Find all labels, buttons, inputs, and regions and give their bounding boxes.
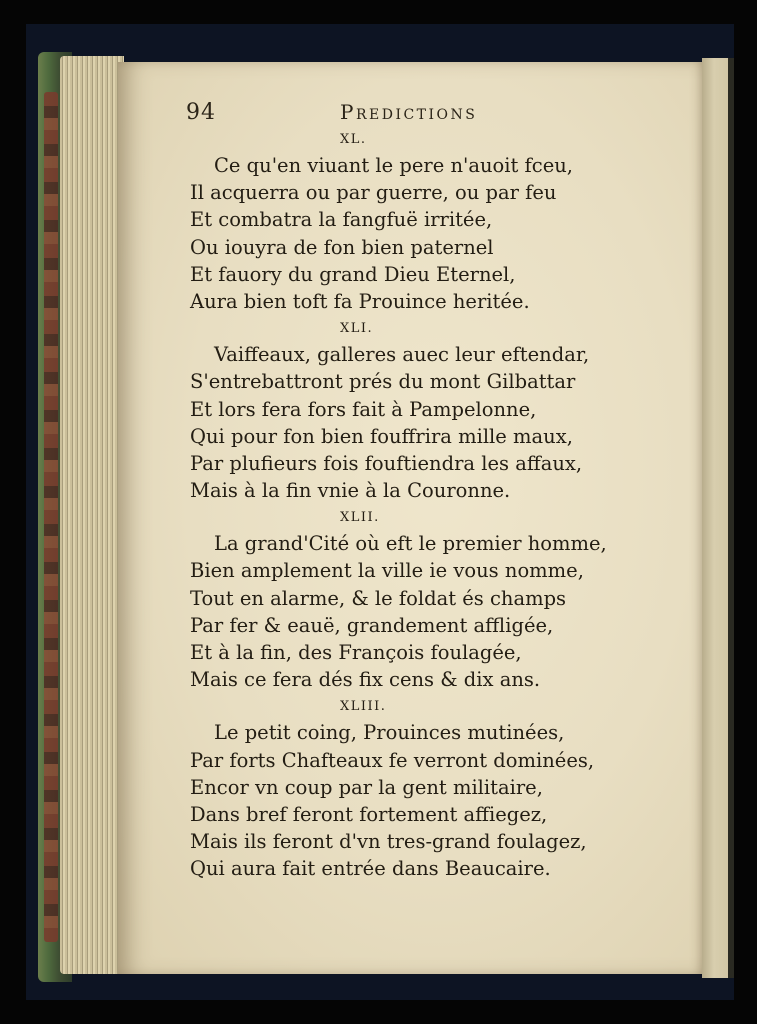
verse-line: Il acquerra ou par guerre, ou par feu bbox=[190, 181, 557, 205]
verse-line: La grand'Cité où eft le premier homme, bbox=[214, 532, 607, 556]
verse-line: S'entrebattront prés du mont Gilbattar bbox=[190, 370, 576, 394]
verse-line: Par forts Chafteaux fe verront dominées, bbox=[190, 748, 595, 772]
verse-text-block bbox=[190, 128, 650, 883]
verse-line: Et à la fin, des François foulagée, bbox=[190, 641, 522, 664]
quatrain-numeral: XLI. bbox=[340, 321, 374, 337]
verse-line: Ou iouyra de fon bien paternel bbox=[190, 235, 494, 259]
quatrain bbox=[190, 695, 650, 882]
verse-line: Aura bien toft fa Prouince heritée. bbox=[190, 289, 530, 313]
verse-line: Le petit coing, Prouinces mutinées, bbox=[214, 721, 565, 745]
quatrain-numeral: XLIII. bbox=[340, 699, 387, 715]
verse-line: Et lors fera fors fait à Pampelonne, bbox=[190, 397, 537, 421]
page-edges bbox=[60, 56, 124, 974]
verse-line: Vaiffeaux, galleres auec leur eftendar, bbox=[214, 343, 590, 367]
facing-page-shadow bbox=[728, 58, 734, 978]
verse-line: Par plufieurs fois fouftiendra les affaux, bbox=[190, 451, 583, 475]
verse-line: Tout en alarme, & le foldat és champs bbox=[190, 586, 567, 610]
verse-line: Et fauory du grand Dieu Eternel, bbox=[190, 262, 516, 286]
verse-line: Dans bref feront fortement affiegez, bbox=[190, 802, 548, 826]
verse-line: Mais à la fin vnie à la Couronne. bbox=[190, 479, 511, 503]
verse-line: Mais ce fera dés fix cens & dix ans. bbox=[190, 668, 541, 692]
verse-line: Qui aura fait entrée dans Beaucaire. bbox=[190, 857, 551, 881]
quatrain-numeral: XL. bbox=[340, 132, 367, 147]
verse-line: Bien amplement la ville ie vous nomme, bbox=[190, 559, 584, 583]
verse-line: Par fer & eauë, grandement affligée, bbox=[190, 613, 554, 637]
verse-line: Et combatra la fangfuë irritée, bbox=[190, 208, 493, 232]
running-head: Predictions bbox=[340, 100, 478, 124]
quatrain bbox=[190, 506, 650, 693]
verse-line: Qui pour fon bien fouffrira mille maux, bbox=[190, 424, 573, 448]
quatrain bbox=[190, 128, 650, 315]
quatrain-numeral: XLII. bbox=[340, 510, 380, 526]
quatrain bbox=[190, 317, 650, 504]
verse-line: Mais ils feront d'vn tres-grand foulagez, bbox=[190, 830, 587, 854]
page-number: 94 bbox=[186, 100, 216, 125]
verse-line: Ce qu'en viuant le pere n'auoit fceu, bbox=[214, 154, 573, 177]
verse-line: Encor vn coup par la gent militaire, bbox=[190, 775, 543, 799]
